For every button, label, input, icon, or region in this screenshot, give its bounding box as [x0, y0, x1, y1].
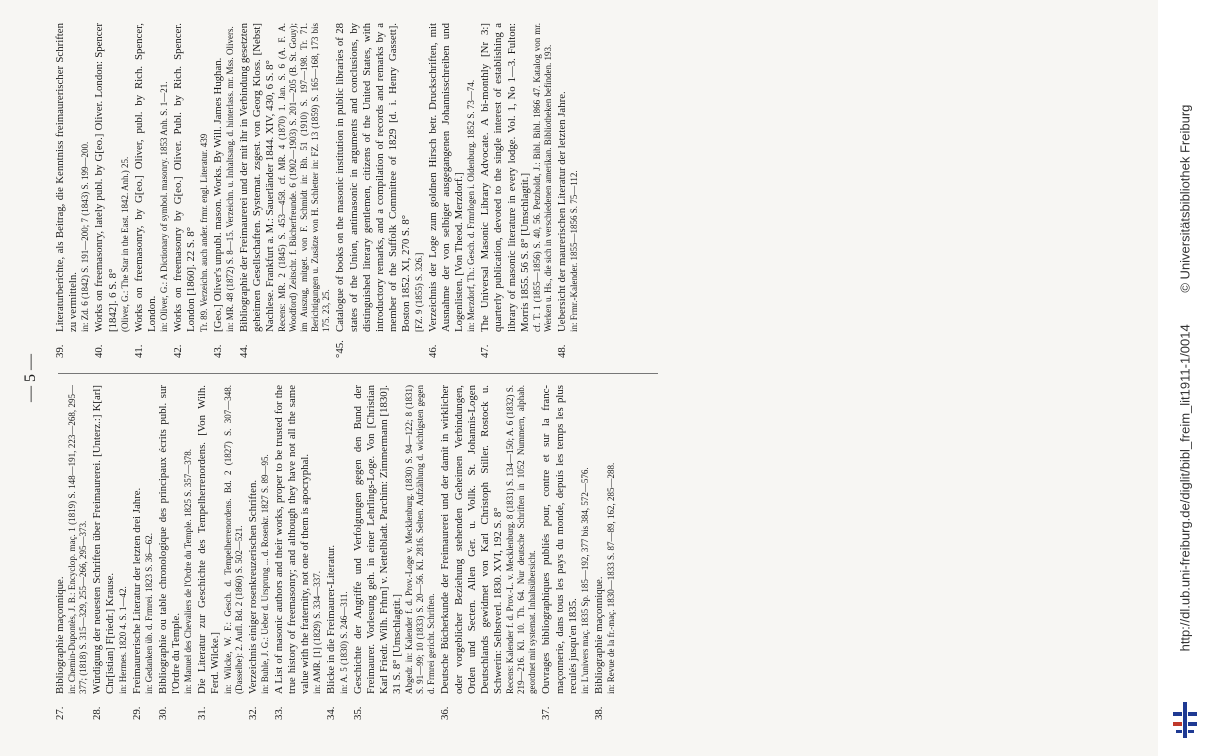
right-column — [54, 23, 582, 358]
entry-title: Bibliographie der Freimaurerei und der mit ihr in Verbindung gesetzten geheimen Gesellschaften. Systemat. zsgest. von Georg Kloss. [Nebst] Nachlese. Frankfurt a. M.: Sauerländer 1844. XIV, 430, 6 S. 8° — [237, 23, 277, 332]
entry-source: in: A. 5 (1830) S. 246—311. — [338, 591, 349, 694]
entry-source: in: AMR. [1] (1829) S. 334—337. — [312, 570, 323, 694]
entry-title: Bibliographie maçonnique. — [593, 576, 606, 694]
entry-number: 37. — [540, 706, 553, 720]
sidebar-caption — [1178, 91, 1193, 666]
entry-title: Works on freemasonry by G[eo.] Oliver. Publ. by Rich. Spencer. London [1860]. 22 S. 8° — [172, 23, 198, 332]
entry-number: 35. — [351, 706, 364, 720]
entry-title: Verzeichnis der Loge zum goldnen Hirsch betr. Druckschriften, mit Ausnahme der von selbiger ausgegangenen Johannisschreiben und Logenlisten. [Von Theod. Merzdorf.] — [426, 23, 466, 332]
bibliography-entry — [133, 23, 170, 358]
entry-number: 33. — [272, 706, 285, 720]
entry-number: 29. — [130, 706, 143, 720]
bibliography-entry — [479, 23, 554, 358]
entry-source: in: Gedanken üb. d. Frmrei. 1823 S. 36—62. — [143, 533, 154, 694]
entry-title: Deutsche Bücherkunde der Freimaurerei und der damit in wirklicher oder vorgeblicher Beziehung stehenden Geheimen Verbindungen, Orden und Secten. Allen Ger. u. Vollk. St. Johannis-Logen Deutschlands gewidmet von Karl Christoph Stiller. Rostock u. Schwerin: Selbstverl. 1830. XVI, 192 S. 8° — [439, 385, 505, 694]
entry-number: 30. — [156, 706, 169, 720]
entry-title: Freimaurerische Literatur der letzten drei Jahre. — [130, 487, 143, 694]
entry-title: Literaturberichte, als Beitrag, die Kenntniss freimaurerischer Schriften zu vermitteln. — [54, 23, 80, 332]
bibliography-entry — [196, 385, 244, 720]
entry-source: in: Hermes. 1820 4. S. 1—42. — [117, 586, 128, 694]
entry-source: in: Manuel des Chevaliers de l'Ordre du Temple. 1825 S. 357—378. — [183, 448, 194, 694]
bibliography-entry — [131, 385, 155, 720]
entry-title: [Geo.] Oliver's unpubl. mason. Works. By Will. James Hughan. — [211, 57, 224, 332]
entry-source: in: Frmr.-Kalender. 1855—1856 S. 75—112. — [569, 170, 580, 332]
entry-title: Ouvrages bibliographiques publiés pour, contre et sur la franc-maçonnerie, dans tous les pays du monde, depuis les temps les plus reculés jusqu'en 1835. — [540, 385, 579, 694]
entry-title: Blicke in die Freimaurer-Literatur. — [325, 544, 338, 694]
entry-title: Catalogue of books on the masonic institution in public libraries of 28 states of the Union, antimasonic in arguments and conclusions, by distinguished literary gentlemen, citizens of the United States, with introductory remarks, and a compilation of records and remarks by a member of the Suffolk Committee of 1829 [d. i. Henry Gassett]. Boston 1852. XI, 270 S. 8° — [334, 23, 413, 332]
bibliography-entry — [212, 23, 236, 358]
library-logo-icon — [1170, 700, 1200, 740]
bibliography-entry — [439, 385, 538, 720]
entry-number: 31. — [196, 706, 209, 720]
entry-number: 32. — [246, 706, 259, 720]
bibliography-entry — [247, 385, 271, 720]
bibliography-entry — [93, 23, 130, 358]
entry-number: 28. — [91, 706, 104, 720]
entry-source: [FZ. 9 (1855) S. 326.] — [413, 252, 424, 332]
bibliography-entry — [238, 23, 333, 358]
entry-number: 39. — [54, 344, 66, 358]
bibliography-entry — [91, 385, 128, 720]
entry-source: in: Zd. 6 (1842) S. 191—200; 7 (1843) S. 199—200. — [80, 141, 91, 332]
entry-source: in: MR. 48 (1872) S. 8—15. Verzeichn. u. Inhaltsang. d. hinterlass. mr. Mss. Olivers. — [224, 26, 235, 332]
entry-title: Bibliographie maçonnique. — [54, 576, 66, 694]
bibliography-entry — [593, 385, 617, 720]
entry-title: A List of masonic authors and their works, proper to be trusted for the true history of freemasonry; and although they have not all the same value with the fraternity, not one of them is apocryphal. — [272, 385, 312, 694]
entry-source: in: L'univers maç. 1835 Sp. 185—192, 377 bis 384, 572—576. — [580, 467, 591, 694]
entry-title: Works on freemasonry, lately publ. by G[eo.] Oliver. London: Spencer [1842]. 6 S. 8° — [93, 23, 119, 332]
bibliography-entry — [325, 385, 349, 720]
entry-title: Bibliographie ou table chronologique des principaux écrits publ. sur l'Ordre du Temple. — [156, 385, 183, 694]
bibliography-entry — [273, 385, 324, 720]
bibliography-entry — [352, 385, 438, 720]
entry-number: 34. — [325, 706, 338, 720]
entry-source: in: Oliver, G.: A Dictionary of symbol. masonry. 1853 Anh. S. 1—21. — [159, 81, 170, 332]
entry-source: in: Buhle, J. G.: Ueber d. Ursprung ... d. Rosenkr. 1827 S. 89—95. — [259, 454, 270, 694]
entry-number: 47. — [479, 344, 492, 358]
entry-source: in: Chemin-Dupontès, J. B.: Encyclop. maç. 1 (1819) S. 148—191, 223—268, 295—377; (1818) S. 315—329, 255—266, 295—373. — [67, 385, 89, 694]
entry-number: 43. — [211, 344, 224, 358]
bibliography-entry — [334, 23, 424, 358]
page-number: — 5 — — [22, 354, 39, 402]
entry-source: Recens: Kalender f. d. Prov.-L. v. Mecklenburg. 8 (1831) S. 134—150; A. 6 (1832) S. 219—216. Kl. 10. Th. 64. Nur deutsche Schriften in 1052 Nummern, alphab. geordnet mit systemat. Inhaltsübersicht. — [505, 385, 538, 694]
entry-title: Geschichte der Angriffe und Verfolgungen gegen den Bund der Freimaurer. Vorlesung geh. in einer Lehrlings-Loge. Von [Christian Karl Friedr. Wilh. Frhrn] v. Nettelbladt. Parchim: Zimmermann [1830]. 31 S. 8° [Umschlagtit.] — [351, 385, 404, 694]
entry-number: 27. — [54, 706, 66, 720]
left-column — [54, 385, 619, 720]
bibliography-entry — [540, 385, 591, 720]
copyright-notice: © Universitätsbibliothek Freiburg — [1177, 104, 1193, 293]
entry-source: Tr. 89. Verzeichn. auch ander. frmr. engl. Literatur. 439 — [198, 133, 209, 332]
entry-title: Verzeichnis einiger rosenkreuzerischen Schriften. — [246, 479, 259, 694]
entry-source: cf. T. 1 (1855—1856) S. 40, 56. Petzholdt, J.: Bibl. Bibl. 1866 47. Katalog von mr. Werken u. Hs., die sich in verschiedenen amerikan. Bibliotheken befinden. 193. — [532, 23, 554, 332]
entry-number: 41. — [132, 344, 145, 358]
bibliography-entry — [54, 23, 91, 358]
entry-title: The Universal Masonic Library Advocate. A bi-monthly [Nr 3:] quarterly publication, devoted to the single interest of establishing a library of masonic literature in every lodge. Vol. 1, No 1—3. Fulton: Morris 1855. 56 S. 8° [Umschlagtit.] — [479, 23, 531, 332]
entry-source: Abgedr. in: Kalender f. d. Prov.-Loge v. Mecklenburg. (1830) S. 94—122; 8 (1831) S. 91—99; 10 (1833) S. 20—56. Kl. 2816. Selten. Aufzählung d. wichtigsten gegen d. Frmrei gericht. Schriften. — [404, 385, 437, 694]
entry-title: Uebersicht der maurerischen Literatur der letzten Jahre. — [556, 91, 569, 332]
entry-number: 42. — [172, 344, 185, 358]
entry-title: Works on freemasonry, by G[eo.] Oliver, publ. by Rich. Spencer, London. — [132, 23, 159, 332]
entry-number: 40. — [93, 344, 106, 358]
entry-source: in: Merzdorf, Th.: Gesch. d. Frmrlogen i. Oldenburg. 1852 S. 73—74. — [466, 79, 477, 332]
bibliography-entry — [556, 23, 580, 358]
bibliography-entry — [427, 23, 478, 358]
bibliography-entry — [54, 385, 89, 720]
library-sidebar — [1158, 0, 1213, 756]
entry-number: °45. — [334, 340, 347, 358]
source-url[interactable]: http://dl.ub.uni-freiburg.de/diglit/bibl_freim_lit1911-1/0014 — [1177, 324, 1193, 652]
entry-source: (Oliver, G.: The Star in the East. 1842. Anh.) 25. — [119, 156, 130, 332]
entry-title: Würdigung der neuesten Schriften über Freimaurerei. [Unterz.:] K[arl] Chr[istian] F[riedr.] Krause. — [91, 385, 117, 694]
entry-source: Recens: MR. 2 (1845) S. 453—458. cf. MR. 4 (1870) 1. Jan. S. 6 (A. F. A. Woodford) Zeitschr. f. Bücherfreunde. 6 (1902—1903) S. 201—205 (B. St. Gouy); im Auszug, mitget. von F. Schmidt in: Bh. 51 (1910) S. 197—198. Tr. 71. Berichtigungen u. Zusätze von H. Schletter in: FZ. 13 (1859) S. 165—168, 173 bis 175. 23, 25. — [277, 23, 332, 332]
bibliography-entry — [172, 23, 209, 358]
entry-number: 36. — [439, 706, 452, 720]
entry-number: 48. — [556, 344, 569, 358]
book-page — [14, 18, 1144, 738]
entry-number: 38. — [593, 706, 606, 720]
entry-source: in: Wilcke, W. F.: Gesch. d. Tempelherrenordens. Bd. 2 (1827) S. 307—348. (Dasselbe): 2. Aufl. Bd. 2 (1860) S. 502—521. — [222, 385, 244, 694]
entry-source: in: Revue de la fr.-maç. 1830—1833 S. 87—89, 162, 285—288. — [606, 462, 617, 694]
column-divider — [58, 373, 658, 374]
entry-title: Die Literatur zur Geschichte des Tempelherrenordens. [Von Wilh. Ferd. Wilcke.] — [196, 385, 222, 694]
bibliography-entry — [157, 385, 194, 720]
entry-number: 46. — [426, 344, 439, 358]
entry-number: 44. — [237, 344, 250, 358]
